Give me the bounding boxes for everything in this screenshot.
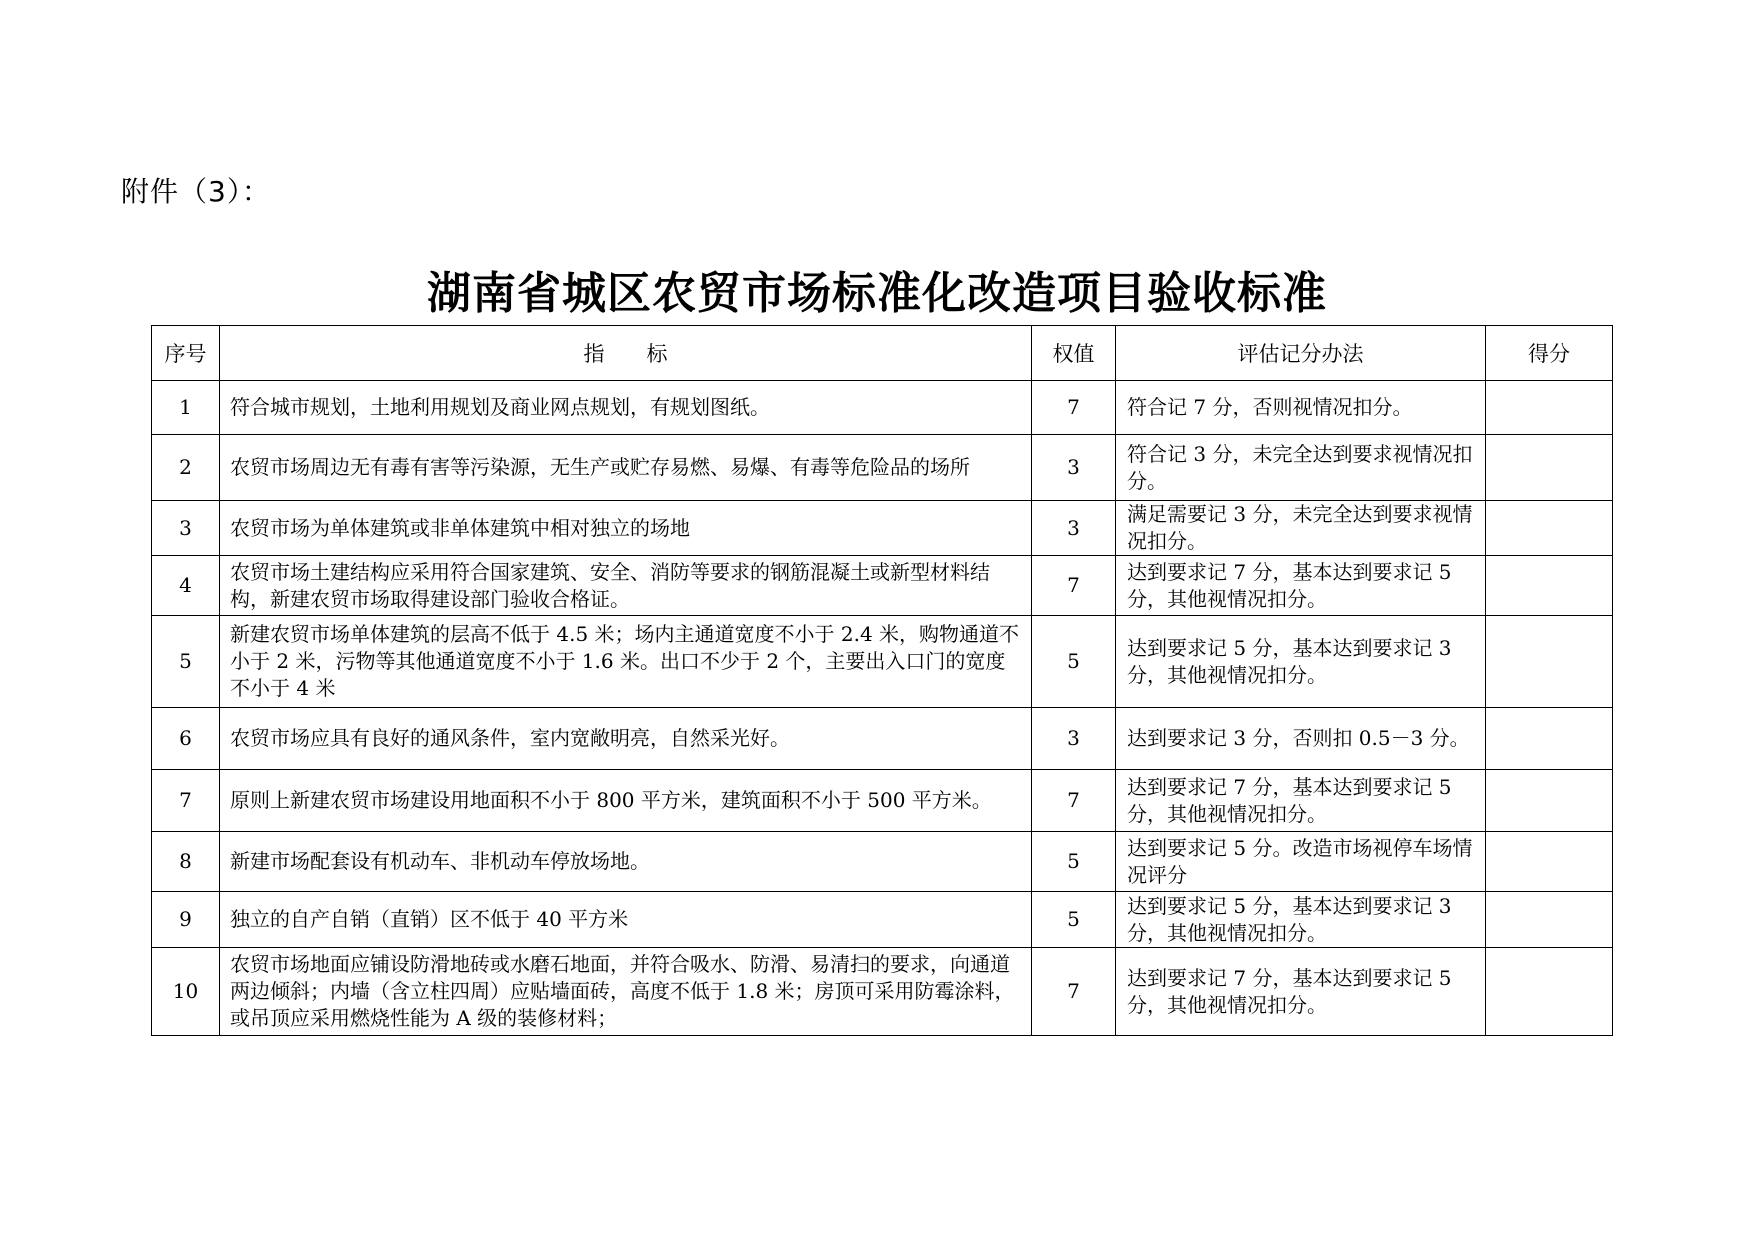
row-score[interactable] (1486, 556, 1613, 616)
row-score[interactable] (1486, 381, 1613, 435)
table-row (152, 948, 1613, 1036)
row-number: 2 (152, 435, 220, 501)
row-indicator: 农贸市场应具有良好的通风条件，室内宽敞明亮，自然采光好。 (220, 708, 1032, 770)
table-row (152, 435, 1613, 501)
row-method: 达到要求记 3 分，否则扣 0.5－3 分。 (1116, 708, 1486, 770)
row-score[interactable] (1486, 832, 1613, 892)
row-number: 5 (152, 616, 220, 708)
row-number: 6 (152, 708, 220, 770)
row-score[interactable] (1486, 948, 1613, 1036)
row-weight: 7 (1032, 556, 1116, 616)
row-number: 10 (152, 948, 220, 1036)
header-indicator: 指 标 (220, 326, 1032, 381)
row-weight: 3 (1032, 435, 1116, 501)
table-row (152, 708, 1613, 770)
row-weight: 7 (1032, 770, 1116, 832)
row-indicator: 农贸市场地面应铺设防滑地砖或水磨石地面，并符合吸水、防滑、易清扫的要求，向通道两边倾斜；内墙（含立柱四周）应贴墙面砖，高度不低于 1.8 米；房顶可采用防霉涂料，或吊顶应采用燃烧性能为 A 级的装修材料； (220, 948, 1032, 1036)
row-score[interactable] (1486, 501, 1613, 556)
row-number: 3 (152, 501, 220, 556)
row-method: 达到要求记 7 分，基本达到要求记 5 分，其他视情况扣分。 (1116, 556, 1486, 616)
header-score: 得分 (1486, 326, 1613, 381)
row-weight: 3 (1032, 501, 1116, 556)
row-indicator: 农贸市场土建结构应采用符合国家建筑、安全、消防等要求的钢筋混凝土或新型材料结构，新建农贸市场取得建设部门验收合格证。 (220, 556, 1032, 616)
row-indicator: 农贸市场为单体建筑或非单体建筑中相对独立的场地 (220, 501, 1032, 556)
row-method: 达到要求记 5 分，基本达到要求记 3 分，其他视情况扣分。 (1116, 892, 1486, 948)
row-method: 达到要求记 7 分，基本达到要求记 5 分，其他视情况扣分。 (1116, 948, 1486, 1036)
table-row (152, 556, 1613, 616)
row-indicator: 原则上新建农贸市场建设用地面积不小于 800 平方米，建筑面积不小于 500 平方米。 (220, 770, 1032, 832)
row-indicator: 独立的自产自销（直销）区不低于 40 平方米 (220, 892, 1032, 948)
standards-table (151, 325, 1613, 1036)
row-weight: 5 (1032, 892, 1116, 948)
row-score[interactable] (1486, 616, 1613, 708)
row-indicator: 新建市场配套设有机动车、非机动车停放场地。 (220, 832, 1032, 892)
attachment-label: 附件（3）： (121, 175, 271, 208)
row-weight: 7 (1032, 948, 1116, 1036)
row-score[interactable] (1486, 892, 1613, 948)
row-weight: 5 (1032, 616, 1116, 708)
table-row (152, 832, 1613, 892)
row-indicator: 符合城市规划，土地利用规划及商业网点规划，有规划图纸。 (220, 381, 1032, 435)
table-body (152, 381, 1613, 1036)
row-method: 达到要求记 7 分，基本达到要求记 5 分，其他视情况扣分。 (1116, 770, 1486, 832)
header-weight: 权值 (1032, 326, 1116, 381)
table-row (152, 770, 1613, 832)
document-title: 湖南省城区农贸市场标准化改造项目验收标准 (427, 268, 1327, 319)
row-number: 8 (152, 832, 220, 892)
row-indicator: 新建农贸市场单体建筑的层高不低于 4.5 米；场内主通道宽度不小于 2.4 米，购物通道不小于 2 米，污物等其他通道宽度不小于 1.6 米。出口不少于 2 个，主要出入口门的宽度不小于 4 米 (220, 616, 1032, 708)
row-method: 符合记 3 分，未完全达到要求视情况扣分。 (1116, 435, 1486, 501)
row-weight: 5 (1032, 832, 1116, 892)
table-row (152, 892, 1613, 948)
row-number: 7 (152, 770, 220, 832)
header-no: 序号 (152, 326, 220, 381)
table-row (152, 501, 1613, 556)
row-weight: 7 (1032, 381, 1116, 435)
table-row (152, 616, 1613, 708)
row-number: 9 (152, 892, 220, 948)
header-method: 评估记分办法 (1116, 326, 1486, 381)
row-score[interactable] (1486, 770, 1613, 832)
row-weight: 3 (1032, 708, 1116, 770)
row-method: 达到要求记 5 分。改造市场视停车场情况评分 (1116, 832, 1486, 892)
row-score[interactable] (1486, 708, 1613, 770)
table-row (152, 381, 1613, 435)
row-method: 达到要求记 5 分，基本达到要求记 3 分，其他视情况扣分。 (1116, 616, 1486, 708)
row-method: 满足需要记 3 分，未完全达到要求视情况扣分。 (1116, 501, 1486, 556)
row-number: 1 (152, 381, 220, 435)
row-indicator: 农贸市场周边无有毒有害等污染源，无生产或贮存易燃、易爆、有毒等危险品的场所 (220, 435, 1032, 501)
table-header-row (152, 326, 1613, 381)
row-score[interactable] (1486, 435, 1613, 501)
row-method: 符合记 7 分，否则视情况扣分。 (1116, 381, 1486, 435)
row-number: 4 (152, 556, 220, 616)
